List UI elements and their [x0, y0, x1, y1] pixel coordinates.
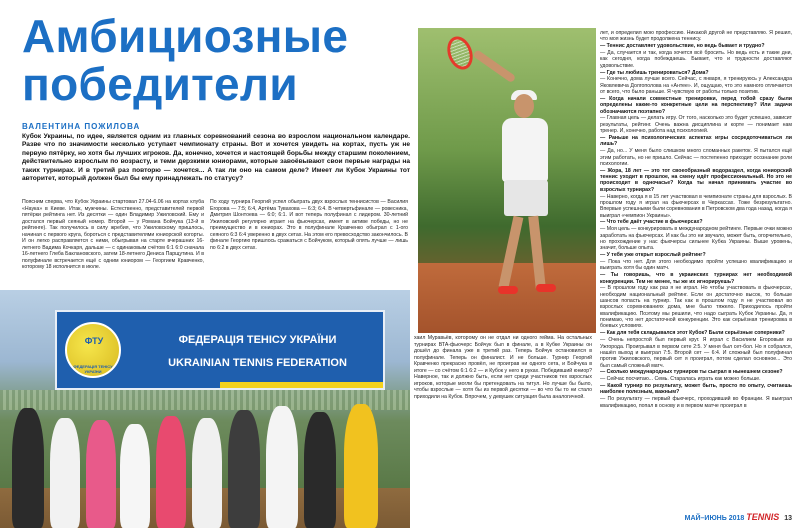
person-figure — [304, 412, 336, 528]
interview-question: — Когда начали совместные тренировки, перед тобой сразу были определены какие-то конкретные цели на перспективу? Или задачи обозначаются поэтапно? — [600, 95, 792, 115]
person-figure — [266, 406, 298, 528]
interview-question: — У тебя уже открыт взрослый рейтинг? — [600, 252, 706, 259]
player-shorts — [504, 180, 548, 216]
interview-question: — Жора, 18 лет — это тот своеобразный водораздел, когда юниорский теннис уходит в прошлое, на смену идёт профессиональный. Но это не происходит в одночасье? Когда ты начал принимать участие во взрослых турнирах? — [600, 167, 792, 193]
banner-title-en: UKRAINIAN TENNIS FEDERATION — [168, 357, 347, 369]
page-number: 13 — [784, 515, 792, 522]
headline — [22, 12, 402, 108]
page-footer — [685, 512, 792, 522]
federation-logo-text: ФТУ — [84, 336, 104, 346]
brand-logo: TENNIS — [746, 512, 780, 522]
person-figure — [50, 418, 80, 528]
federation-banner — [55, 310, 385, 390]
court-fence — [0, 390, 410, 410]
interview-answer: — Наверно, когда я в 15 лет участвовал в чемпионате страны для взрослых. В прошлом году я играл на фьючерсах в Черкассах. Тоже безрезультатно. Впервые успешными были соревнования в Петровском два года назад, когда я выиграл «чемпион Украины». — [600, 193, 792, 219]
group-photo — [0, 290, 410, 528]
headline-line-1: Амбициозные — [22, 10, 349, 62]
player-arm — [472, 49, 516, 83]
issue-label: МАЙ–ИЮНЬ 2018 — [684, 515, 745, 522]
interview-question: — Теннис доставляет удовольствие, но ведь бывает и трудно? — [600, 43, 765, 50]
federation-logo-subtext: ФЕДЕРАЦІЯ ТЕНІСУ УКРАЇНИ — [73, 364, 113, 374]
player-photo — [418, 28, 596, 333]
lead-paragraph: Кубок Украины, по идее, является одним из главных соревнований сезона во взрослом национальном календаре. Разве что по значимости несколько уступает чемпионату страны. Вот и хочется увидеть на кортах, пусть уж не первую пятёрку, но хотя бы лучших игроков. Да, конечно, хочется и настоящей борьбы между старшим поколением, действительно взрослым по возрасту, и теми дерзкими юниорами, которые завоёвывают свои первые награды на таких турнирах. И в третий раз повторю — хочется... А так ли оно на самом деле? Имеет ли Кубок Украины тот авторитет, который должен был бы ему принадлежать по статусу? — [22, 133, 410, 183]
person-figure — [344, 404, 378, 528]
interview-question: — Ты говоришь, что в украинских турнирах нет необходимой конкуренции. Тем не менее, ты же их игнорируешь? — [600, 272, 792, 285]
article-column-3: хаил Муравьёв, которому он не отдал ни одного гейма. На остальных турнирах ВТА-фьючерс Бойчук был в финале, а в Кубке Украины он дошёл до финала уже в третий раз. Теперь Бойчук остановился в полуфинале. Теперь он финалист. И не больше. Турнир Георгий Кравченко прекрасно провёл, не проиграв ни одного сета, и Бойчука в итоге — со счётом 6:1 6:2 — и Кубок у него в руках. Победивший юниор? Наверное, так и должно быть, если нет среди участников тех взрослых игроков, которые могли бы претендовать на титул. Но лучше бы было, чтобы взрослые — хотя бы из первой десятки — во что бы то ни стало приходили на Кубок. Впрочем, у девушек ситуация была аналогичной. — [414, 335, 592, 400]
interview-answer: — Сейчас посчитаю... Семь. Старалась играть как можно больше. — [600, 376, 761, 383]
interview-answer: — В прошлом году как раз я не играл. Но чтобы участвовать в фьючерсах, необходим национальный рейтинг. Если он достаточно высок, то больше шансов попасть на турнир. Так как в прошлом году я не участвовал во взрослых соревнованиях дома, мне было тяжело. Приходилось пройти квалификацию. Поэтому мы решили, что надо сыграть Кубок Украины. Да, я понимаю, что нет достаточной конкуренции. Это как серьёзная тренировка в боевых условиях. — [600, 285, 792, 330]
interview-question: — Что тебе даёт участие в фьючерсах? — [600, 219, 703, 226]
person-figure — [192, 418, 222, 528]
person-figure — [228, 410, 260, 528]
player-shoe — [536, 284, 556, 292]
player-shoe — [498, 286, 518, 294]
interview-answer: — Пока что нет. Для этого необходимо пройти успешно квалификацию и выиграть хотя бы один матч. — [600, 259, 792, 272]
interview-answer: лет, и определил мою профессию. Никакой другой не представляю. Я решил, что моя жизнь будет продолжена теннису. — [600, 30, 792, 43]
player-shirt — [502, 118, 548, 182]
person-figure — [120, 424, 150, 528]
person-figure — [86, 420, 116, 528]
interview-question: — Сколько международных турниров ты сыграл в нынешнем сезоне? — [600, 369, 783, 376]
interview-question: — Как для тебя складывался этот Кубок? Были серьёзные соперники? — [600, 330, 785, 337]
article-column-1: Поясним сперва, что Кубок Украины стартовал 27.04-6.06 на кортах клуба «Наука» в Киеве. Итак, мужчины. Естественно, представителей первой пятёрки рейтинга нет. Из десятки — один Владимир Ужиловский. Ему и достался первый сеяный номер. Второй — у Романа Бойчука (13-й в рейтинге). Так получилось в силу жребия, что Ужиловскому пришлось, начиная с первого круга, бороться с представителями юниорской когорты. И он легко расправляется с ними, обыгрывая на старте вчерашних 16-летнего Вадима Кочкаря, дальше — с одинаковым счётом 6:1 6:0 сначала 16-летнего Глеба Баклановского, затем 18-летнего Дениса Парщутина. И в полуфинале встречается ещё с одним юниором — Георгием Кравченко, которому 18 исполнится в июле. — [22, 199, 204, 270]
interview-answer: — Конечно, дома лучше всего. Сейчас, с января, я тренируюсь у Александра Яковлевича Долгополова на «Антее». И, ощущаю, что это намного отличается от всего, что было раньше. Я чувствую от работы только позитив. — [600, 76, 792, 96]
racket-icon — [443, 33, 477, 73]
interview-answer: — Моя цель — конкурировать в международном рейтинге. Первые очки можно заработать на фьючерсах. И как бы это ни звучало, может быть, огорчительно, но прохождение у нас фьючерсы сильнее Кубка Украины. Выше уровень, значит, больше опыта. — [600, 226, 792, 252]
person-figure — [12, 408, 44, 528]
person-figure — [156, 416, 186, 528]
interview-answer: — Главная цель — делать игру. От того, насколько это будет успешно, зависит результаты, рейтинг. Очень важна дисциплина и корте — понимает нам тренер. И, конечно, работа над психологией. — [600, 115, 792, 135]
interview-question: — Где ты любишь тренироваться? Дома? — [600, 69, 709, 76]
headline-line-2: победители — [22, 58, 298, 110]
banner-title-ua: ФЕДЕРАЦІЯ ТЕНІСУ УКРАЇНИ — [178, 334, 337, 346]
interview-column — [600, 30, 792, 506]
interview-answer: — Да, случается и так, когда хочется всё бросить. Но ведь есть и такие дни, как сегодня, когда побеждаешь. Бывает, что и трудности доставляют удовольствие. — [600, 50, 792, 69]
interview-question: — Какой турнир по результату, может быть, просто по опыту, считаешь наиболее полезным, важным? — [600, 383, 792, 396]
interview-answer: — Очень непростой был первый круг. Я играл с Василием Егоровым из Ужгорода. Проигрывал в первом сете 2:5. У меня был сет-бол. Но я собрался, нашёл выход и выиграл 7:5. Второй сет — 6:4. И сложный был полуфинал против Ужиловского, первый сет я проиграл, потом сделал основное... Это был самый сложный матч. — [600, 337, 792, 369]
article-column-2: По ходу турнира Георгий успел обыграть двух взрослых теннисистов — Василия Егорова — 7:5; 6:4, Артёма Тувахова — 6:3; 6:4. В четвертьфинале — ровесника, Дмитрия Шонтоева — 6:0; 6:1. И вот теперь полуфинал с лидером. 30-летний Ужиловский регулярно играет на фьючерсах, имеет в активе победы, но не преимущество и в юниорах. Это в полуфинале Кравченко обыграл с 1-ого сеяного 6:3 6:4 уверенно в двух сетах. На этом его превосходство закончилось. В финале Георгию пришлось сражаться с Бойчуком, который опять лучше — лишь по 6:2 в двух сетах. — [210, 199, 408, 251]
player-head — [514, 94, 534, 118]
banner-stripe — [57, 382, 383, 388]
interview-question: — Раньше на психологических аспектах игры сосредоточиваться ли лишь? — [600, 135, 792, 148]
author-byline: ВАЛЕНТИНА ПОЖИЛОВА — [22, 122, 141, 131]
interview-answer: — Да, но... У меня было слишком много сломанных ракеток. Я пытался ещё этим работать, но не пришло. Сейчас — постепенно приходит осознание роли психологии. — [600, 148, 792, 167]
interview-answer: — По результату — первый фьючерс, проходивший во Франции. Я выиграл квалификацию, попал в основу и в первом матче проиграл в — [600, 396, 792, 409]
